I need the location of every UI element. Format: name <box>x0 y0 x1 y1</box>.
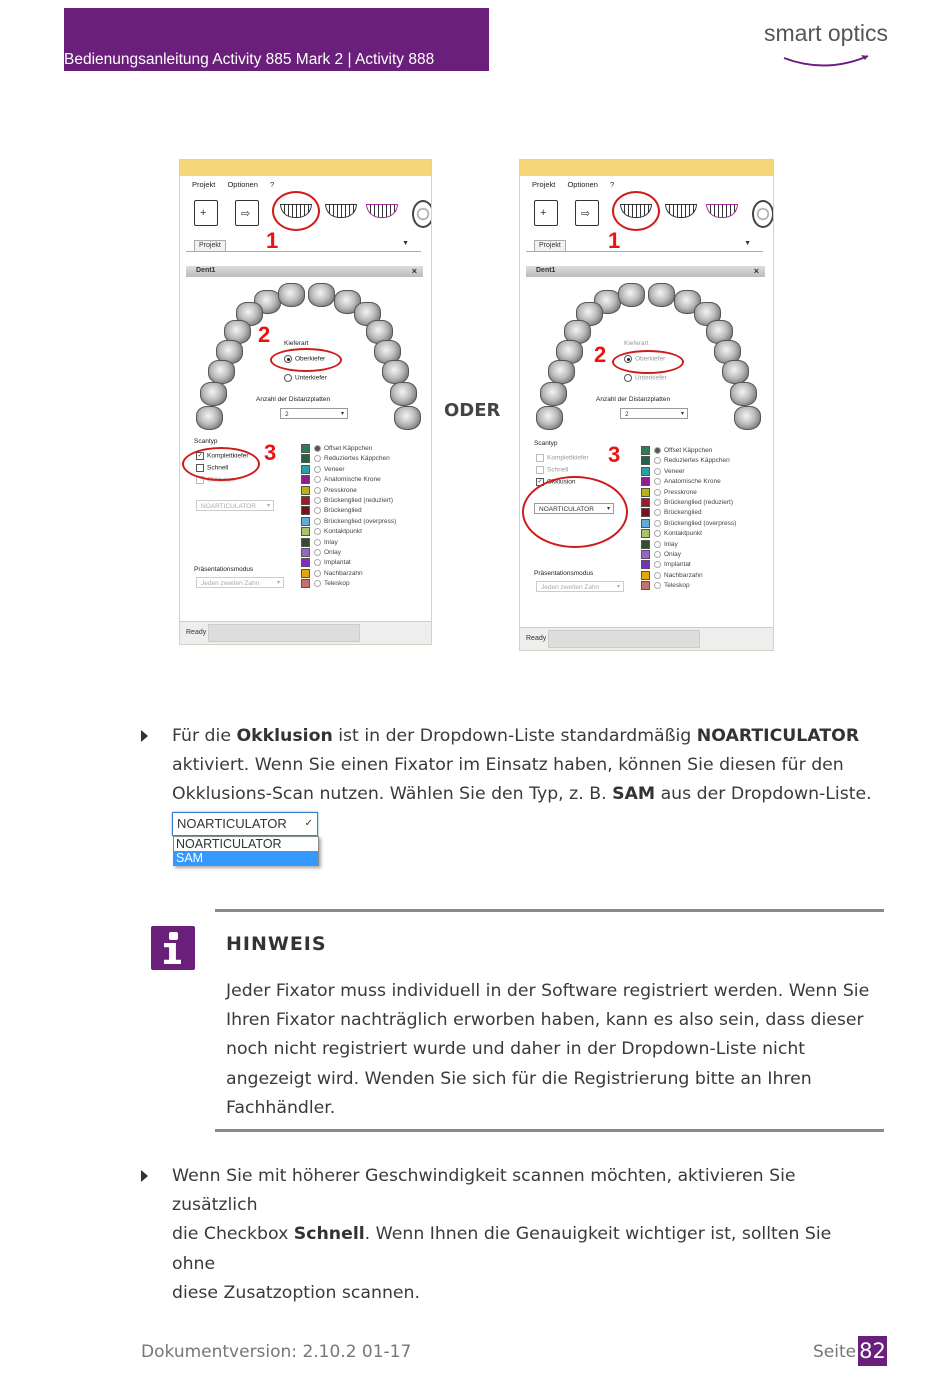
color-swatch <box>301 538 310 547</box>
status-bar <box>180 621 431 644</box>
close-icon[interactable]: × <box>411 266 417 276</box>
legend-item[interactable] <box>301 579 350 589</box>
tooth[interactable] <box>390 382 417 406</box>
radio-button[interactable] <box>314 487 321 494</box>
progress-box <box>548 630 700 648</box>
settings-gear-icon[interactable] <box>752 200 774 228</box>
legend-item[interactable] <box>641 571 703 581</box>
logo-swoosh-icon <box>764 18 889 70</box>
radio-button[interactable] <box>654 530 661 537</box>
legend-label: Presskrone <box>324 486 357 494</box>
open-project-icon[interactable]: ⇨ <box>575 200 599 226</box>
legend-item[interactable] <box>301 486 357 496</box>
highlight-ring <box>612 191 660 231</box>
distance-plates-select[interactable]: 2 ▾ <box>280 408 348 419</box>
radio-button[interactable] <box>654 551 661 558</box>
settings-gear-icon[interactable] <box>412 200 432 228</box>
smart-optics-logo: smart optics <box>764 18 889 70</box>
color-swatch <box>641 529 650 538</box>
menu-bar <box>192 180 284 189</box>
color-swatch <box>641 467 650 476</box>
color-swatch <box>641 456 650 465</box>
radio-button[interactable] <box>654 541 661 548</box>
legend-item[interactable] <box>641 519 736 529</box>
legend-label: Offset Käppchen <box>324 445 373 453</box>
menu-item[interactable]: ? <box>269 180 275 189</box>
dent-tab-bar <box>526 266 765 277</box>
tooth[interactable] <box>734 406 761 430</box>
color-swatch <box>301 486 310 495</box>
legend-label: Brückenglied (reduziert) <box>324 497 394 505</box>
tooth[interactable] <box>278 283 305 307</box>
bite-scan-icon[interactable] <box>366 204 398 218</box>
color-swatch <box>641 581 650 590</box>
legend-label: Brückenglied (overpress) <box>324 518 397 526</box>
status-bar <box>520 627 773 650</box>
jaw-type-label: Kieferart <box>624 340 649 347</box>
legend-label: Brückenglied (reduziert) <box>664 499 734 507</box>
marker-1: 1 <box>266 228 279 253</box>
color-swatch <box>641 488 650 497</box>
color-swatch <box>641 446 650 455</box>
presentation-mode-select[interactable]: Jeden zweiten Zahn ▾ <box>536 581 624 592</box>
close-icon[interactable]: × <box>753 266 759 276</box>
radio-button[interactable] <box>314 559 321 566</box>
legend-item[interactable] <box>641 446 712 456</box>
legend-label: Brückenglied (overpress) <box>664 520 737 528</box>
color-swatch <box>301 465 310 474</box>
document-version: Dokumentversion: 2.10.2 01-17 <box>141 1342 412 1362</box>
note-bottom-rule <box>215 1129 884 1132</box>
color-swatch <box>301 475 310 484</box>
progress-box <box>208 624 360 642</box>
legend-label: Anatomische Krone <box>664 478 721 486</box>
highlight-ring <box>270 348 342 372</box>
articulator-select[interactable]: NOARTICULATOR ▾ <box>534 503 614 514</box>
marker-1: 1 <box>608 228 621 253</box>
note-top-rule <box>215 909 884 912</box>
distance-plates-label: Anzahl der Distanzplatten <box>596 396 671 403</box>
radio-lower-jaw[interactable]: Unterkiefer <box>284 374 327 382</box>
page-label: Seite <box>813 1342 857 1362</box>
dropdown-selected[interactable]: NOARTICULATOR ✓ <box>172 812 318 836</box>
radio-button[interactable] <box>654 468 661 475</box>
radio-button[interactable] <box>314 466 321 473</box>
menu-item[interactable]: ? <box>609 180 615 189</box>
software-screenshot-right <box>519 159 774 651</box>
note-text: Jeder Fixator muss individuell in der Software registriert werden. Wenn Sie Ihren Fixator nachträglich erworben haben, kann es also sein, dass dieser noch nicht registriert wurde und daher in der Dropdown-Liste nicht angezeigt wird. Wenden Sie sich für die Registrierung bitte an Ihren Fachhändler. <box>226 981 870 1118</box>
tooth[interactable] <box>722 360 749 384</box>
menu-item[interactable]: Optionen <box>227 180 258 189</box>
dropdown-arrow-icon[interactable]: ▼ <box>402 240 409 247</box>
checkbox-fast[interactable]: Schnell <box>196 464 228 472</box>
legend-label: Onlay <box>324 549 341 557</box>
dropdown-list <box>173 836 319 866</box>
color-swatch <box>641 550 650 559</box>
legend-item[interactable] <box>641 560 691 570</box>
project-tab[interactable]: Projekt <box>194 240 226 251</box>
legend-label: Inlay <box>664 540 678 548</box>
radio-button[interactable] <box>654 520 661 527</box>
presentation-mode-select[interactable]: Jeden zweiten Zahn ▾ <box>196 577 284 588</box>
tooth[interactable] <box>536 406 563 430</box>
legend-item[interactable] <box>641 508 702 518</box>
checkbox-fast[interactable]: Schnell <box>536 466 568 474</box>
legend-item[interactable] <box>301 454 390 464</box>
radio-button[interactable] <box>654 509 661 516</box>
highlight-ring <box>522 476 628 548</box>
highlight-ring <box>272 191 320 231</box>
color-swatch <box>301 558 310 567</box>
legend-label: Brückenglied <box>324 507 362 515</box>
tooth[interactable] <box>730 382 757 406</box>
presentation-mode-label: Präsentationsmodus <box>534 570 594 577</box>
color-swatch <box>301 517 310 526</box>
radio-button[interactable] <box>314 580 321 587</box>
color-swatch <box>301 444 310 453</box>
radio-button[interactable] <box>314 507 321 514</box>
articulator-select[interactable]: NOARTICULATOR ▾ <box>196 500 274 511</box>
radio-button[interactable] <box>654 572 661 579</box>
legend-item[interactable] <box>641 540 678 550</box>
radio-lower-jaw[interactable]: Unterkiefer <box>624 374 667 382</box>
legend-item[interactable] <box>301 569 363 579</box>
tooth[interactable] <box>308 283 335 307</box>
radio-button[interactable] <box>654 489 661 496</box>
dropdown-option[interactable]: NOARTICULATOR <box>176 837 282 851</box>
status-text: Ready <box>526 635 547 642</box>
tooth[interactable] <box>548 360 575 384</box>
legend-item[interactable] <box>301 548 341 558</box>
legend-label: Presskrone <box>664 488 697 496</box>
legend-label: Veneer <box>664 468 685 476</box>
window-frame <box>180 160 431 176</box>
radio-button[interactable] <box>314 497 321 504</box>
marker-2: 2 <box>258 322 271 347</box>
legend-label: Reduziertes Käppchen <box>664 457 730 465</box>
legend-item[interactable] <box>301 558 351 568</box>
legend-item[interactable] <box>301 444 372 454</box>
project-tab-bar <box>526 240 763 252</box>
color-swatch <box>301 454 310 463</box>
color-swatch <box>301 569 310 578</box>
highlight-ring <box>182 447 260 481</box>
marker-2: 2 <box>594 342 607 367</box>
tooth[interactable] <box>540 382 567 406</box>
legend-item[interactable] <box>301 527 362 537</box>
color-swatch <box>641 560 650 569</box>
tooth[interactable] <box>648 283 675 307</box>
radio-button[interactable] <box>654 499 661 506</box>
legend-label: Implantat <box>664 561 691 569</box>
legend-item[interactable] <box>301 465 345 475</box>
dent-tab-title[interactable]: Dent1 <box>196 267 216 274</box>
menu-bar <box>532 180 624 189</box>
legend-item[interactable] <box>301 538 338 548</box>
page-number: 82 <box>858 1336 887 1366</box>
legend-label: Nachbarzahn <box>324 570 363 578</box>
legend-label: Implantat <box>324 559 351 567</box>
color-swatch <box>301 496 310 505</box>
legend-label: Onlay <box>664 551 681 559</box>
checkbox-complete-jaw[interactable]: Komplettkiefer <box>536 454 589 462</box>
header-bar <box>64 8 489 71</box>
radio-button[interactable] <box>654 447 661 454</box>
software-screenshot-left <box>179 159 432 645</box>
radio-button[interactable] <box>314 570 321 577</box>
dropdown-arrow-icon[interactable]: ▼ <box>744 240 751 247</box>
articulator-dropdown[interactable] <box>172 812 318 866</box>
chevron-down-icon[interactable]: ✓ <box>304 818 313 829</box>
radio-button[interactable] <box>314 445 321 452</box>
color-swatch <box>641 508 650 517</box>
paragraph-occlusion: Für die Okklusion ist in der Dropdown-Liste standardmäßig NOARTICULATOR aktiviert. Wenn Sie einen Fixator im Einsatz haben, können Sie diesen für den Okklusions-Scan nutzen. Wählen Sie den Typ, z. B. SAM aus der Dropdown-Liste. <box>172 726 872 805</box>
color-swatch <box>641 498 650 507</box>
radio-button[interactable] <box>314 455 321 462</box>
color-swatch <box>301 527 310 536</box>
window-frame <box>520 160 773 176</box>
presentation-mode-label: Präsentationsmodus <box>194 566 254 573</box>
radio-button[interactable] <box>314 476 321 483</box>
color-swatch <box>641 571 650 580</box>
new-project-icon[interactable]: + <box>194 200 218 226</box>
distance-plates-select[interactable]: 2 ▾ <box>620 408 688 419</box>
legend-label: Teleskop <box>324 580 350 588</box>
color-swatch <box>301 506 310 515</box>
legend-label: Veneer <box>324 466 345 474</box>
radio-upper-jaw[interactable]: Oberkiefer <box>284 355 325 363</box>
radio-button[interactable] <box>654 457 661 464</box>
menu-item[interactable]: Projekt <box>192 180 216 189</box>
highlight-ring <box>612 350 684 374</box>
legend-item[interactable] <box>301 506 362 516</box>
legend-item[interactable] <box>301 475 381 485</box>
menu-item[interactable]: Optionen <box>567 180 598 189</box>
legend-label: Nachbarzahn <box>664 572 703 580</box>
bite-scan-icon[interactable] <box>706 204 738 218</box>
radio-upper-jaw[interactable]: Oberkiefer <box>624 355 665 363</box>
legend-label: Teleskop <box>664 582 690 590</box>
legend-item[interactable] <box>641 488 697 498</box>
scan-type-label: Scantyp <box>194 438 218 445</box>
menu-item[interactable]: Projekt <box>532 180 556 189</box>
legend-label: Reduziertes Käppchen <box>324 455 390 463</box>
tooth[interactable] <box>208 360 235 384</box>
tooth[interactable] <box>200 382 227 406</box>
header-title: Bedienungsanleitung Activity 885 Mark 2 | Activity 888 <box>64 51 435 68</box>
radio-button[interactable] <box>654 582 661 589</box>
tooth[interactable] <box>382 360 409 384</box>
legend-label: Anatomische Krone <box>324 476 381 484</box>
radio-button[interactable] <box>314 518 321 525</box>
radio-button[interactable] <box>314 549 321 556</box>
info-icon <box>151 926 195 970</box>
tooth[interactable] <box>394 406 421 430</box>
lower-jaw-scan-icon[interactable] <box>665 204 697 218</box>
paragraph-fast-scan: Wenn Sie mit höherer Geschwindigkeit scannen möchten, aktivieren Sie zusätzlich die Checkbox Schnell. Wenn Ihnen die Genauigkeit wichtiger ist, sollten Sie ohne diese Zusatzoption scannen. <box>172 1166 832 1303</box>
legend-label: Inlay <box>324 538 338 546</box>
tooth[interactable] <box>196 406 223 430</box>
radio-button[interactable] <box>314 528 321 535</box>
dropdown-option[interactable]: SAM <box>174 851 318 865</box>
marker-3: 3 <box>264 440 277 465</box>
legend-label: Offset Käppchen <box>664 447 713 455</box>
color-swatch <box>301 579 310 588</box>
legend-item[interactable] <box>641 467 685 477</box>
legend-item[interactable] <box>641 529 702 539</box>
legend-item[interactable] <box>301 517 396 527</box>
open-project-icon[interactable]: ⇨ <box>235 200 259 226</box>
dent-tab-title[interactable]: Dent1 <box>536 267 556 274</box>
legend-item[interactable] <box>641 581 690 591</box>
radio-button[interactable] <box>314 539 321 546</box>
project-tab-bar <box>186 240 421 252</box>
legend-item[interactable] <box>641 477 721 487</box>
project-tab[interactable]: Projekt <box>534 240 566 251</box>
lower-jaw-scan-icon[interactable] <box>325 204 357 218</box>
color-swatch <box>641 477 650 486</box>
legend-item[interactable] <box>641 550 681 560</box>
color-swatch <box>641 540 650 549</box>
checkbox-complete-jaw[interactable]: ✓ Komplettkiefer <box>197 452 249 460</box>
checkbox-occlusion[interactable]: Okklusion <box>196 476 236 484</box>
legend-item[interactable] <box>641 498 733 508</box>
tooth[interactable] <box>618 283 645 307</box>
distance-plates-label: Anzahl der Distanzplatten <box>256 396 331 403</box>
status-text: Ready <box>186 629 207 636</box>
marker-3: 3 <box>608 442 621 467</box>
legend-item[interactable] <box>301 496 393 506</box>
note-title: HINWEIS <box>226 933 327 955</box>
legend-label: Kontaktpunkt <box>664 530 702 538</box>
oder-label: ODER <box>444 400 501 421</box>
legend-label: Kontaktpunkt <box>324 528 362 536</box>
legend-item[interactable] <box>641 456 730 466</box>
dent-tab-bar <box>186 266 423 277</box>
radio-button[interactable] <box>654 561 661 568</box>
checkbox-occlusion[interactable]: ✓ Okklusion <box>537 478 576 486</box>
new-project-icon[interactable]: + <box>534 200 558 226</box>
jaw-type-label: Kieferart <box>284 340 309 347</box>
color-swatch <box>641 519 650 528</box>
scan-type-label: Scantyp <box>534 440 558 447</box>
legend-label: Brückenglied <box>664 509 702 517</box>
radio-button[interactable] <box>654 478 661 485</box>
color-swatch <box>301 548 310 557</box>
